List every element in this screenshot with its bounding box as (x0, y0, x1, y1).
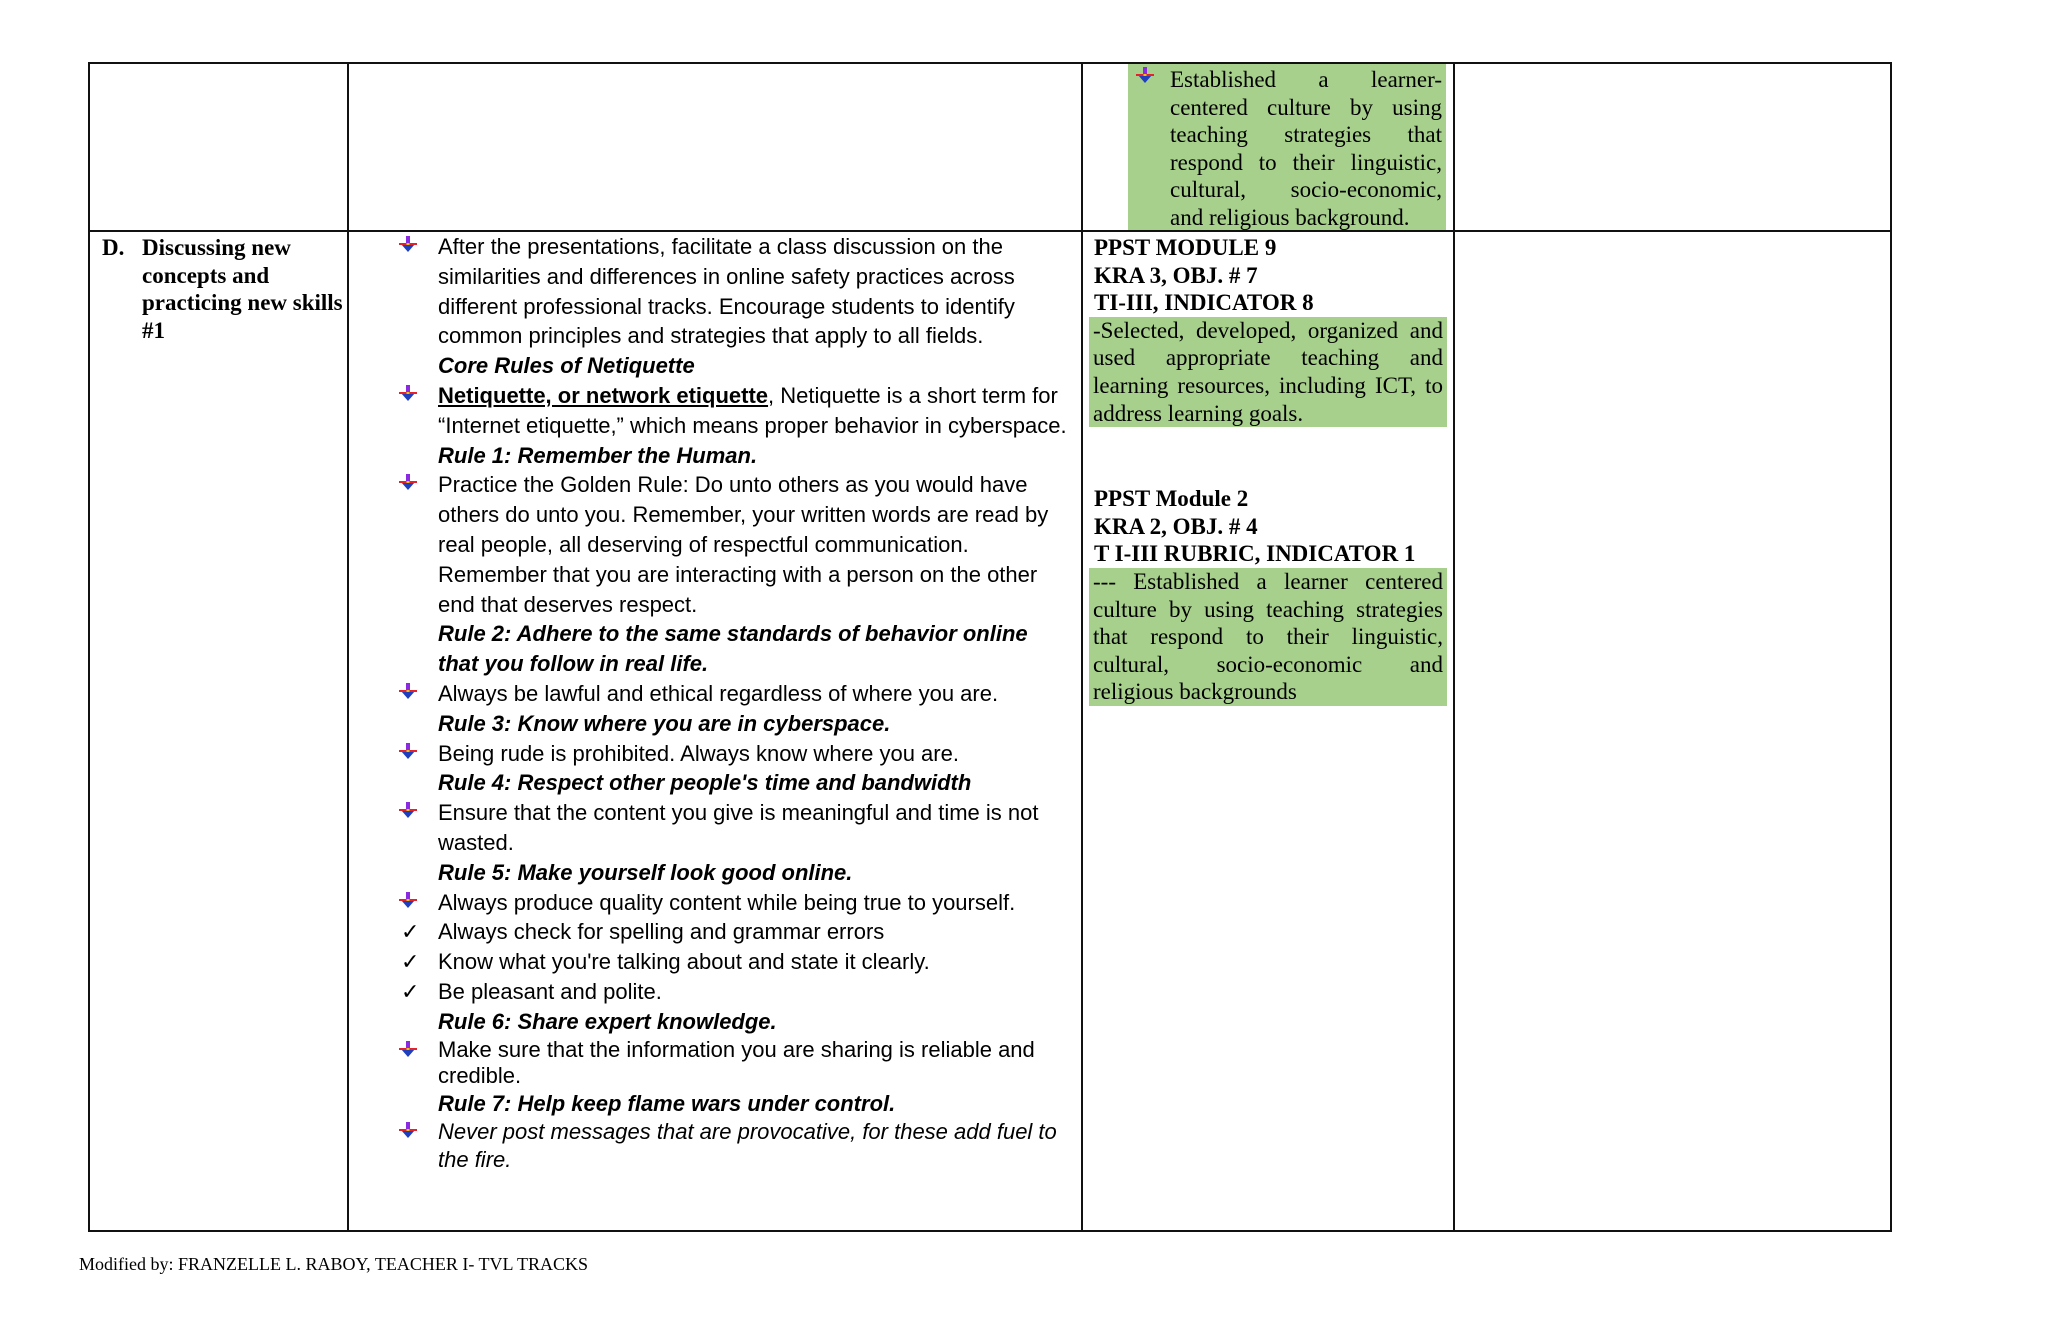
rule5-text: Always produce quality content while being true to yourself. (438, 889, 1016, 915)
arrow-bullet-icon (399, 236, 417, 254)
procedure-list (349, 232, 1081, 1174)
table-row (89, 231, 1891, 1231)
ppst-objective: --- Established a learner centered culture by using teaching strategies that respond to their linguistic, cultural, socio-economic and religious backgrounds (1089, 568, 1447, 706)
check-item (399, 947, 1071, 977)
rule6-text: Make sure that the information you are sharing is reliable and credible. (438, 1036, 1035, 1088)
rule2-heading: Rule 2: Adhere to the same standards of behavior online that you follow in real life. (438, 621, 1028, 677)
arrow-bullet-icon (399, 474, 417, 492)
step-cell (89, 231, 348, 1231)
procedure-cell (348, 231, 1082, 1231)
list-item (399, 470, 1071, 619)
list-item (399, 798, 1071, 858)
arrow-bullet-icon (399, 683, 417, 701)
list-item (399, 1118, 1071, 1174)
rule5-heading: Rule 5: Make yourself look good online. (438, 859, 853, 885)
ppst-kra: KRA 2, OBJ. # 4 (1094, 513, 1258, 539)
check-icon: ✓ (401, 919, 420, 945)
empty-cell (1454, 63, 1891, 231)
arrow-bullet-icon (399, 802, 417, 820)
objective-highlight (1128, 64, 1446, 230)
list-item (399, 232, 1071, 351)
rule2-text: Always be lawful and ethical regardless of where you are. (438, 680, 999, 706)
rule4-text: Ensure that the content you give is meaningful and time is not wasted. (438, 800, 1039, 855)
rule3-heading: Rule 3: Know where you are in cyberspace. (438, 710, 891, 736)
netiquette-term: Netiquette, or network etiquette (438, 382, 769, 408)
rule3-text: Being rude is prohibited. Always know where you are. (438, 740, 959, 766)
list-item (399, 1037, 1071, 1089)
list-item (399, 888, 1071, 918)
empty-cell (348, 63, 1082, 231)
step-letter: D. (102, 235, 125, 260)
arrow-bullet-icon (399, 892, 417, 910)
list-item (399, 679, 1071, 709)
ppst-cell (1082, 231, 1454, 1231)
objective-text: Established a learner-centered culture by using teaching strategies that respond to their linguistic, cultural, socio-economic, and religious background. (1170, 67, 1442, 230)
arrow-bullet-icon (1136, 67, 1154, 85)
rule1-heading: Rule 1: Remember the Human. (438, 442, 758, 468)
list-item (399, 381, 1071, 441)
footer-credit: Modified by: FRANZELLE L. RABOY, TEACHER I- TVL TRACKS (79, 1254, 589, 1274)
rule4-heading: Rule 4: Respect other people's time and bandwidth (438, 770, 972, 796)
rule6-heading: Rule 6: Share expert knowledge. (438, 1008, 777, 1034)
intro-text: After the presentations, facilitate a class discussion on the similarities and differences in online safety practices across different professional tracks. Encourage students to identify common principles and strategies that apply to all fields. (438, 234, 1015, 349)
check-item (399, 977, 1071, 1007)
arrow-bullet-icon (399, 1041, 417, 1059)
list-item (399, 739, 1071, 769)
step-title: Discussing new concepts and practicing new skills #1 (142, 235, 343, 343)
ppst-module: PPST MODULE 9 (1094, 235, 1277, 260)
objective-cell (1082, 63, 1454, 231)
rule7-text: Never post messages that are provocative, for these add fuel to the fire. (438, 1119, 1057, 1173)
ppst-indicator: T I-III RUBRIC, INDICATOR 1 (1094, 541, 1416, 567)
empty-cell (89, 63, 348, 231)
check-text: Always check for spelling and grammar errors (438, 919, 885, 945)
rule7-heading: Rule 7: Help keep flame wars under control. (438, 1090, 896, 1116)
table-row (89, 63, 1891, 231)
check-item (399, 917, 1071, 947)
core-rules-heading: Core Rules of Netiquette (438, 353, 695, 379)
ppst-objective: -Selected, developed, organized and used appropriate teaching and learning resources, including ICT, to address learning goals. (1089, 317, 1447, 427)
lesson-plan-table (88, 62, 1892, 1232)
arrow-bullet-icon (399, 385, 417, 403)
check-text: Be pleasant and polite. (438, 978, 662, 1004)
check-icon: ✓ (401, 978, 420, 1004)
arrow-bullet-icon (399, 1122, 417, 1140)
ppst-kra: KRA 3, OBJ. # 7 (1094, 262, 1258, 288)
check-text: Know what you're talking about and state it clearly. (438, 949, 930, 975)
ppst-block-module-2 (1083, 483, 1453, 706)
rule1-text: Practice the Golden Rule: Do unto others as you would have others do unto you. Remember, your written words are read by real people, all deserving of respectful communication. Remember that you are interacting with a person on the other end that deserves respect. (438, 472, 1049, 617)
empty-cell (1454, 231, 1891, 1231)
check-icon: ✓ (401, 949, 420, 975)
ppst-indicator: TI-III, INDICATOR 8 (1094, 290, 1314, 316)
step-label (90, 232, 347, 344)
arrow-bullet-icon (399, 743, 417, 761)
ppst-module: PPST Module 2 (1094, 486, 1249, 512)
ppst-block-module-9 (1083, 232, 1453, 427)
netiquette-definition: , Netiquette is a short term for “Internet etiquette,” which means proper behavior in cyberspace. (438, 382, 1067, 438)
